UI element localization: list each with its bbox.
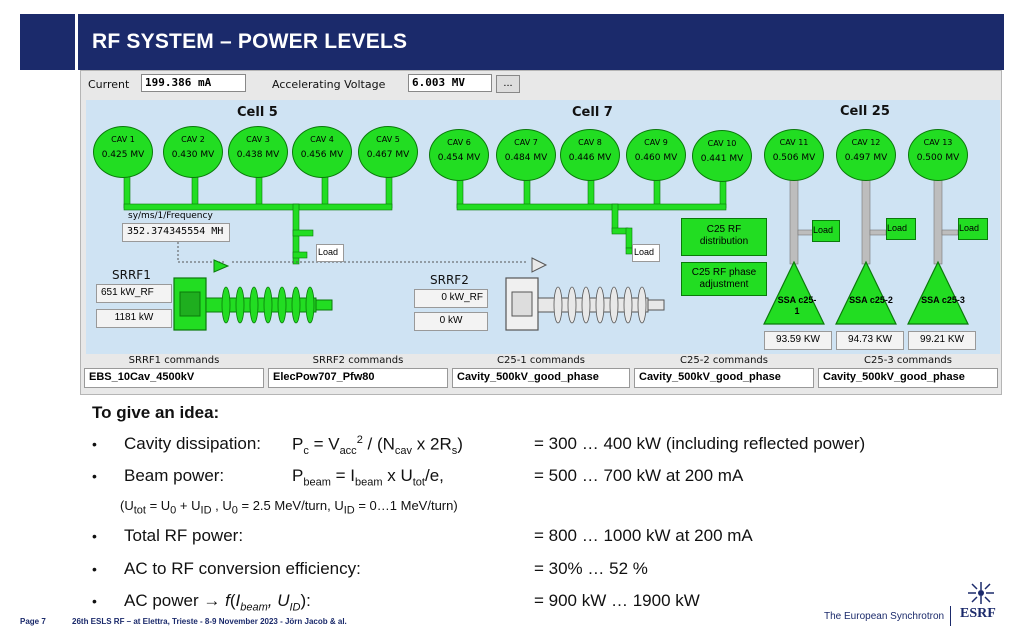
srrf1-label: SRRF1 xyxy=(112,268,151,282)
waveguide-branch xyxy=(386,174,392,208)
waveguide-branch xyxy=(256,174,262,208)
column-c25-2 xyxy=(862,174,870,264)
cavity-name: CAV 5 xyxy=(376,135,400,144)
cavity-name: CAV 11 xyxy=(779,138,809,147)
total-label: Total RF power: xyxy=(124,526,244,545)
ac-result: = 900 kW … 1900 kW xyxy=(534,591,700,610)
cavity-name: CAV 9 xyxy=(644,138,668,147)
load-srrf2: Load xyxy=(632,244,660,262)
c25-rf-distribution: C25 RF distribution xyxy=(681,218,767,256)
title-accent xyxy=(20,14,78,70)
load-c25-3: Load xyxy=(958,218,988,240)
voltage-field: 6.003 MV xyxy=(408,74,492,92)
cavity-formula: $P_c = V_{acc}^2 / (N_{cav}$ x $2R_s$) xyxy=(292,434,463,458)
bullet-total: • xyxy=(92,528,97,544)
load-c25-2: Load xyxy=(886,218,916,240)
waveguide-branch xyxy=(124,174,130,208)
total-result: = 800 … 1000 kW at 200 mA xyxy=(534,526,753,545)
srrf1-kw-field: 1181 kW xyxy=(96,309,172,328)
cavity-12[interactable] xyxy=(836,129,896,181)
cavity-4[interactable] xyxy=(292,126,352,178)
cmd-select-c25-1[interactable]: Cavity_500kV_good_phase xyxy=(452,368,630,388)
ssa-label-3: SSA c25-3 xyxy=(921,295,965,305)
cavity-voltage: 0.500 MV xyxy=(916,153,960,163)
cavity-voltage: 0.497 MV xyxy=(844,153,888,163)
cavity-13[interactable] xyxy=(908,129,968,181)
cavity-name: CAV 12 xyxy=(851,138,881,147)
frequency-field: 352.374345554 MH xyxy=(122,223,230,242)
waveguide-branch xyxy=(192,174,198,208)
cavity-1[interactable] xyxy=(93,126,153,178)
bullet-beam: • xyxy=(92,468,97,484)
bullet-efficiency: • xyxy=(92,561,97,577)
cavity-name: CAV 13 xyxy=(923,138,953,147)
cavity-voltage: 0.506 MV xyxy=(772,153,816,163)
efficiency-result: = 30% … 52 % xyxy=(534,559,648,578)
cmd-title-c25-2: C25-2 commands xyxy=(680,355,768,366)
esrf-logo-icon xyxy=(966,580,996,606)
current-field: 199.386 mA xyxy=(141,74,246,92)
esrf-logo-text: ESRF xyxy=(960,606,996,621)
cmd-title-srrf1: SRRF1 commands xyxy=(128,355,220,366)
beam-result: = 500 … 700 kW at 200 mA xyxy=(534,466,744,485)
voltage-label: Accelerating Voltage xyxy=(272,78,386,91)
cavity-voltage: 0.454 MV xyxy=(437,153,481,163)
cmd-select-c25-3[interactable]: Cavity_500kV_good_phase xyxy=(818,368,998,388)
srrf2-kw-field: 0 kW xyxy=(414,312,488,331)
cavity-8[interactable] xyxy=(560,129,620,181)
cmd-title-c25-3: C25-3 commands xyxy=(864,355,952,366)
cavity-3[interactable] xyxy=(228,126,288,178)
ssa-power-2: 94.73 KW xyxy=(836,331,904,350)
waveguide-cell7 xyxy=(457,204,726,210)
frequency-label: sy/ms/1/Frequency xyxy=(128,211,213,221)
cmd-title-srrf2: SRRF2 commands xyxy=(312,355,404,366)
srrf2-power-field: 0 kW_RF xyxy=(414,289,488,308)
cavity-7[interactable] xyxy=(496,129,556,181)
cavity-name: CAV 2 xyxy=(181,135,205,144)
cell-header-5: Cell 5 xyxy=(237,105,278,120)
column-c25-1 xyxy=(790,174,798,264)
cavity-voltage: 0.467 MV xyxy=(366,150,410,160)
cavity-voltage: 0.438 MV xyxy=(236,150,280,160)
footer-event: 26th ESLS RF – at Elettra, Trieste - 8-9 November 2023 - Jörn Jacob & al. xyxy=(72,617,347,626)
text-heading: To give an idea: xyxy=(92,403,220,422)
cmd-select-srrf1[interactable]: EBS_10Cav_4500kV xyxy=(84,368,264,388)
ssa-power-1: 93.59 KW xyxy=(764,331,832,350)
cavity-voltage: 0.460 MV xyxy=(634,153,678,163)
cell-header-7: Cell 7 xyxy=(572,105,613,120)
cavity-10[interactable] xyxy=(692,130,752,182)
cavity-name: CAV 1 xyxy=(111,135,135,144)
load-srrf1: Load xyxy=(316,244,344,262)
ssa-label-2: SSA c25-2 xyxy=(849,295,893,305)
cavity-voltage: 0.441 MV xyxy=(700,154,744,164)
cavity-name: CAV 4 xyxy=(310,135,334,144)
cavity-name: CAV 8 xyxy=(578,138,602,147)
cavity-result: = 300 … 400 kW (including reflected power) xyxy=(534,434,866,453)
cmd-select-c25-2[interactable]: Cavity_500kV_good_phase xyxy=(634,368,814,388)
cmd-title-c25-1: C25-1 commands xyxy=(497,355,585,366)
waveguide-load1 xyxy=(293,230,313,236)
cavity-name: CAV 3 xyxy=(246,135,270,144)
beam-formula: $P_{beam} = I_{beam}$ x $U_{tot}/e$, xyxy=(292,466,444,489)
bullet-ac: • xyxy=(92,593,97,609)
cavity-2[interactable] xyxy=(163,126,223,178)
footer-org: The European Synchrotron xyxy=(824,611,945,622)
cavity-name: CAV 6 xyxy=(447,138,471,147)
cavity-name: CAV 7 xyxy=(514,138,538,147)
footer-page: Page 7 xyxy=(20,617,46,626)
srrf1-power-field: 651 kW_RF xyxy=(96,284,172,303)
ac-label: AC power → $f(I_{beam}$, $U_{ID}$): xyxy=(124,591,311,614)
cmd-select-srrf2[interactable]: ElecPow707_Pfw80 xyxy=(268,368,448,388)
beam-label: Beam power: xyxy=(124,466,225,485)
cavity-name: CAV 10 xyxy=(707,139,737,148)
cavity-6[interactable] xyxy=(429,129,489,181)
cavity-voltage: 0.446 MV xyxy=(568,153,612,163)
cavity-voltage: 0.430 MV xyxy=(171,150,215,160)
cavity-voltage: 0.484 MV xyxy=(504,153,548,163)
cavity-label: Cavity dissipation: xyxy=(124,434,262,453)
column-c25-3 xyxy=(934,174,942,264)
current-label: Current xyxy=(88,78,130,91)
footer-divider xyxy=(950,606,951,626)
efficiency-label: AC to RF conversion efficiency: xyxy=(124,559,361,578)
slide-title: RF SYSTEM – POWER LEVELS xyxy=(92,30,408,53)
more-button[interactable]: ... xyxy=(496,75,520,93)
srrf2-label: SRRF2 xyxy=(430,273,469,287)
cavity-11[interactable] xyxy=(764,129,824,181)
cavity-voltage: 0.456 MV xyxy=(300,150,344,160)
cell-header-25: Cell 25 xyxy=(840,104,890,119)
ssa-label-1: SSA c25-1 xyxy=(777,295,817,316)
cavity-5[interactable] xyxy=(358,126,418,178)
utot-note: ($U_{tot} = U_0 + U_{ID}$ , $U_0 = 2.5$ MeV/turn, $U_{ID}$ = 0…1 MeV/turn) xyxy=(120,498,458,517)
waveguide-branch xyxy=(322,174,328,208)
ssa-power-3: 99.21 KW xyxy=(908,331,976,350)
bullet-cavity: • xyxy=(92,436,97,452)
c25-rf-phase-adjustment: C25 RF phase adjustment xyxy=(681,262,767,296)
cavity-voltage: 0.425 MV xyxy=(101,150,145,160)
load-c25-1: Load xyxy=(812,220,840,242)
waveguide-cell5 xyxy=(124,204,392,210)
cavity-9[interactable] xyxy=(626,129,686,181)
